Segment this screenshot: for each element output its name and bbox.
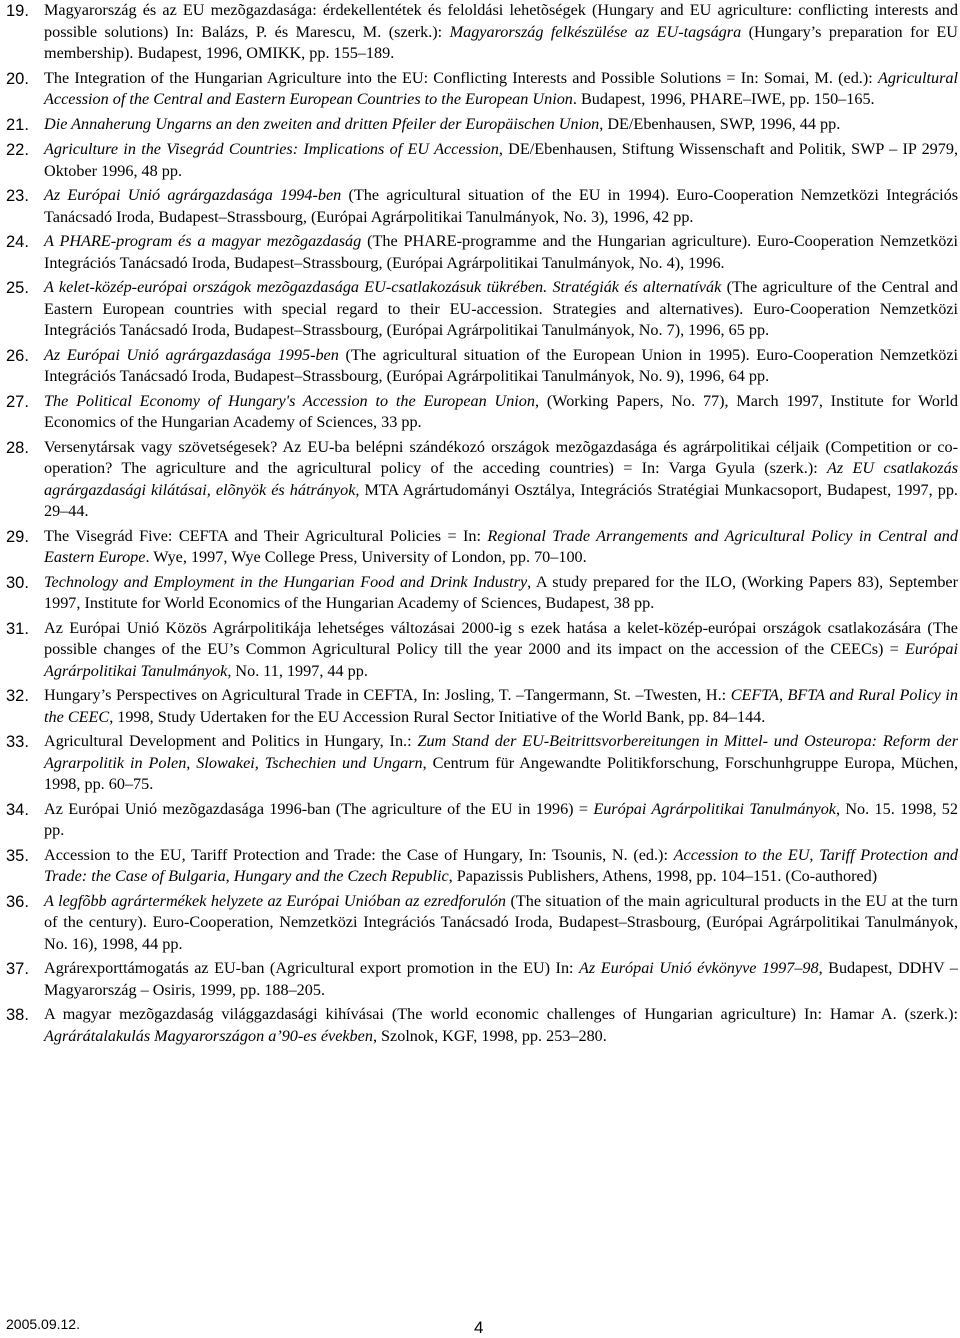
reference-text-segment: , No. 11, 1997, 44 pp. <box>227 661 368 680</box>
reference-item <box>6 68 958 111</box>
reference-text-segment: Agricultural Development and Politics in Hungary, In.: <box>44 732 418 750</box>
reference-item <box>6 799 958 842</box>
reference-text <box>44 891 958 956</box>
reference-text-segment: , A study prepared for the ILO, (Working Papers 83), September 1997, Institute for World Economics of the Hungarian Academy of Sciences, Budapest, 38 pp. <box>44 572 958 612</box>
reference-title-italic: Agricultural Accession of the Central and Eastern European Countries to the European Union <box>44 68 958 108</box>
reference-item <box>6 391 958 434</box>
reference-text <box>44 139 958 182</box>
reference-title-italic: A kelet-közép-európai országok mezõgazdasága EU-csatlakozásuk tükrében. Stratégiák és alternatívák <box>44 278 722 296</box>
reference-text-segment: , 1998, Study Udertaken for the EU Accession Rural Sector Initiative of the World Bank, pp. 84–144. <box>109 707 766 726</box>
reference-item <box>6 618 958 683</box>
reference-title-italic: Regional Trade Arrangements and Agricultural Policy in Central and Eastern Europe <box>44 526 958 566</box>
reference-text-segment: (The agricultural situation of the European Union in 1995). Euro-Cooperation Nemzetközi Integrációs Tanácsadó Iroda, Budapest–Strassbourg, (Európai Agrárpolitikai Tanulmányok, No. 9), 1996, 64 pp. <box>44 345 958 385</box>
reference-item <box>6 526 958 569</box>
reference-text <box>44 618 958 683</box>
reference-text-segment: , DE/Ebenhausen, SWP, 1996, 44 pp. <box>599 114 841 133</box>
reference-text <box>44 277 958 342</box>
reference-number: 29. <box>6 527 29 546</box>
reference-item <box>6 1004 958 1047</box>
reference-title-italic: Európai Agrárpolitikai Tanulmányok <box>44 640 958 680</box>
reference-item <box>6 345 958 388</box>
reference-item <box>6 958 958 1001</box>
reference-title-italic: Zum Stand der EU-Beitrittsvorbereitungen in Mittel- und Osteuropa: Reform der Agrarpolitik in Polen, Slowakei, Tschechien und Ungarn <box>44 732 958 772</box>
reference-item <box>6 0 958 65</box>
reference-number: 24. <box>6 233 29 251</box>
reference-text <box>44 845 958 888</box>
reference-number: 32. <box>6 687 29 705</box>
reference-text-segment: . Wye, 1997, Wye College Press, University of London, pp. 70–100. <box>145 548 587 566</box>
reference-item <box>6 437 958 523</box>
reference-text-segment: MTA Agrártudományi Osztálya, Integrációs Stratégiai Munkacsoport, Budapest, 1997, pp. 29–44. <box>44 480 958 520</box>
reference-title-italic: A PHARE-program és a magyar mezõgazdaság <box>44 232 362 250</box>
reference-number: 20. <box>6 69 29 88</box>
reference-text-segment: , Szolnok, KGF, 1998, pp. 253–280. <box>372 1026 607 1045</box>
reference-text-segment: , Papazissis Publishers, Athens, 1998, pp. 104–151. (Co-authored) <box>448 867 878 885</box>
reference-item <box>6 731 958 796</box>
reference-text-segment: , (Working Papers, No. 77), March 1997, Institute for World Economics of the Hungarian Academy of Sciences, 33 pp. <box>44 391 958 431</box>
reference-item <box>6 572 958 615</box>
reference-text-segment: . Budapest, 1996, PHARE–IWE, pp. 150–165. <box>572 90 875 108</box>
reference-text-segment: (The PHARE-programme and the Hungarian agriculture). Euro-Cooperation Nemzetközi Integrációs Tanácsadó Iroda, Budapest–Strassbourg, (Európai Agrárpolitikai Tanulmányok, No. 4), 1996. <box>44 232 958 272</box>
reference-text-segment: Hungary’s Perspectives on Agricultural Trade in CEFTA, In: Josling, T. –Tangermann, St. –Twesten, H.: <box>44 686 731 704</box>
reference-text <box>44 68 958 111</box>
reference-number: 33. <box>6 733 29 751</box>
footer-date: 2005.09.12. <box>6 1316 80 1332</box>
reference-text-segment: Versenytársak vagy szövetségesek? Az EU-ba belépni szándékozó országok mezõgazdasága és agrárpolitikai céljaik (Competition or co-operation? The agriculture and the agricultural policy of the acceding countries) = In: Varga Gyula (szerk.): <box>44 437 958 477</box>
reference-number: 25. <box>6 279 29 297</box>
reference-text-segment: (The agriculture of the Central and Eastern European countries with special regard to their EU-accession. Strategies and alternatives). Euro-Cooperation Nemzetközi Integrációs Tanácsadó Iroda, Budapest–Strassbourg, (Európai Agrárpolitikai Tanulmányok, No. 7), 1996, 65 pp. <box>44 278 958 339</box>
reference-number: 34. <box>6 800 29 819</box>
reference-text-segment: , Budapest, DDHV – Magyarország – Osiris, 1999, pp. 188–205. <box>44 959 959 999</box>
reference-title-italic: Az Európai Unió évkönyve 1997–98 <box>579 959 819 977</box>
reference-text-segment: (Hungary’s preparation for EU membership). Budapest, 1996, OMIKK, pp. 155–189. <box>44 22 958 62</box>
reference-text <box>44 345 958 388</box>
reference-title-italic: Agriculture in the Visegrád Countries: Implications of EU Accession <box>44 140 499 158</box>
reference-title-italic: Accession to the EU, Tariff Protection and Trade: the Case of Bulgaria, Hungary and the Czech Republic <box>44 845 959 885</box>
reference-number: 36. <box>6 892 29 911</box>
reference-item <box>6 114 958 137</box>
page-number: 4 <box>474 1318 484 1337</box>
reference-number: 37. <box>6 960 29 978</box>
reference-text <box>44 526 958 569</box>
reference-text <box>44 0 958 65</box>
reference-title-italic: Technology and Employment in the Hungarian Food and Drink Industry <box>44 572 528 591</box>
reference-title-italic: Magyarország felkészülése az EU-tagságra <box>449 22 742 41</box>
reference-text <box>44 437 958 523</box>
reference-item <box>6 139 958 182</box>
reference-text-segment: (The situation of the main agricultural products in the EU at the turn of the century). Euro-Cooperation, Nemzetközi Integrációs Tanácsadó Iroda, Budapest–Strasbourg, (Európai Agrárpolitikai Tanulmányok, No. 16), 1998, 44 pp. <box>44 891 959 953</box>
reference-item <box>6 277 958 342</box>
reference-number: 26. <box>6 346 29 365</box>
reference-title-italic: CEFTA, BFTA and Rural Policy in the CEEC <box>44 686 958 726</box>
reference-text <box>44 731 958 796</box>
reference-number: 31. <box>6 619 29 638</box>
reference-number: 21. <box>6 115 29 134</box>
reference-title-italic: The Political Economy of Hungary's Accession to the European Union <box>44 391 535 410</box>
reference-number: 23. <box>6 187 29 205</box>
reference-number: 22. <box>6 141 29 159</box>
reference-text-segment: (The agricultural situation of the EU in 1994). Euro-Cooperation Nemzetközi Integrációs Tanácsadó Iroda, Budapest–Strassbourg, (Európai Agrárpolitikai Tanulmányok, No. 3), 1996, 42 pp. <box>44 186 959 226</box>
reference-text-segment: Agrárexporttámogatás az EU-ban (Agricultural export promotion in the EU) In: <box>44 959 580 977</box>
reference-item <box>6 185 958 228</box>
reference-item <box>6 231 958 274</box>
reference-text <box>44 391 958 434</box>
reference-title-italic: Az Európai Unió agrárgazdasága 1994-ben <box>44 186 342 204</box>
reference-text <box>44 572 958 615</box>
reference-text-segment: Accession to the EU, Tariff Protection and Trade: the Case of Hungary, In: Tsounis, N. (ed.): <box>44 845 674 864</box>
reference-item <box>6 891 958 956</box>
reference-text-segment: The Visegrád Five: CEFTA and Their Agricultural Policies = In: <box>44 526 488 545</box>
reference-title-italic: Európai Agrárpolitikai Tanulmányok <box>593 799 836 818</box>
reference-item <box>6 845 958 888</box>
reference-title-italic: Die Annaherung Ungarns an den zweiten and dritten Pfeiler der Europäischen Union <box>44 114 600 133</box>
reference-title-italic: A legfõbb agrártermékek helyzete az Európai Unióban az ezredforulón <box>44 891 507 910</box>
reference-number: 28. <box>6 438 29 457</box>
reference-number: 38. <box>6 1006 29 1024</box>
reference-text-segment: , No. 15. 1998, 52 pp. <box>44 799 958 839</box>
reference-number: 30. <box>6 573 29 592</box>
reference-text <box>44 185 958 228</box>
reference-list <box>6 0 958 1050</box>
reference-text-segment: Az Európai Unió mezõgazdasága 1996-ban (The agriculture of the EU in 1996) = <box>44 799 594 818</box>
reference-text <box>44 1004 958 1047</box>
reference-title-italic: Az Európai Unió agrárgazdasága 1995-ben <box>44 345 339 364</box>
reference-number: 27. <box>6 392 29 411</box>
reference-text <box>44 231 958 274</box>
reference-text-segment: Az Európai Unió Közös Agrárpolitikája lehetséges változásai 2000-ig s ezek hatása a kelet-közép-európai országok csatlakozására (The possible changes of the EU’s Common Agricultural Policy till the year 2000 and its impact on the accession of the CEECs) = <box>44 618 958 658</box>
reference-number: 35. <box>6 846 29 865</box>
reference-text-segment: , DE/Ebenhausen, Stiftung Wissenschaft and Politik, SWP – IP 2979, Oktober 1996, 48 pp. <box>44 140 958 180</box>
reference-text-segment: A magyar mezõgazdaság világgazdasági kihívásai (The world economic challenges of Hungarian agriculture) In: Hamar A. (szerk.): <box>44 1005 958 1023</box>
reference-text <box>44 685 958 728</box>
reference-text <box>44 799 958 842</box>
reference-text <box>44 958 958 1001</box>
reference-number: 19. <box>6 2 29 20</box>
reference-title-italic: Az EU csatlakozás agrárgazdasági kilátásai, elõnyök és hátrányok, <box>44 459 958 499</box>
reference-text <box>44 114 958 136</box>
reference-item <box>6 685 958 728</box>
reference-text-segment: Magyarország és az EU mezõgazdasága: érdekellentétek és feloldási lehetõségek (Hungary and EU agriculture: conflicting interests and possible solutions) In: Balázs, P. és Marescu, M. (szerk.): <box>44 1 958 41</box>
reference-text-segment: The Integration of the Hungarian Agriculture into the EU: Conflicting Interests and Possible Solutions = In: Somai, M. (ed.): <box>44 68 878 87</box>
reference-title-italic: Agrárátalakulás Magyarországon a’90-es években <box>44 1026 373 1045</box>
reference-text-segment: , Centrum für Angewandte Politikforschung, Forschunhgruppe Europa, Müchen, 1998, pp. 60–75. <box>44 753 958 793</box>
